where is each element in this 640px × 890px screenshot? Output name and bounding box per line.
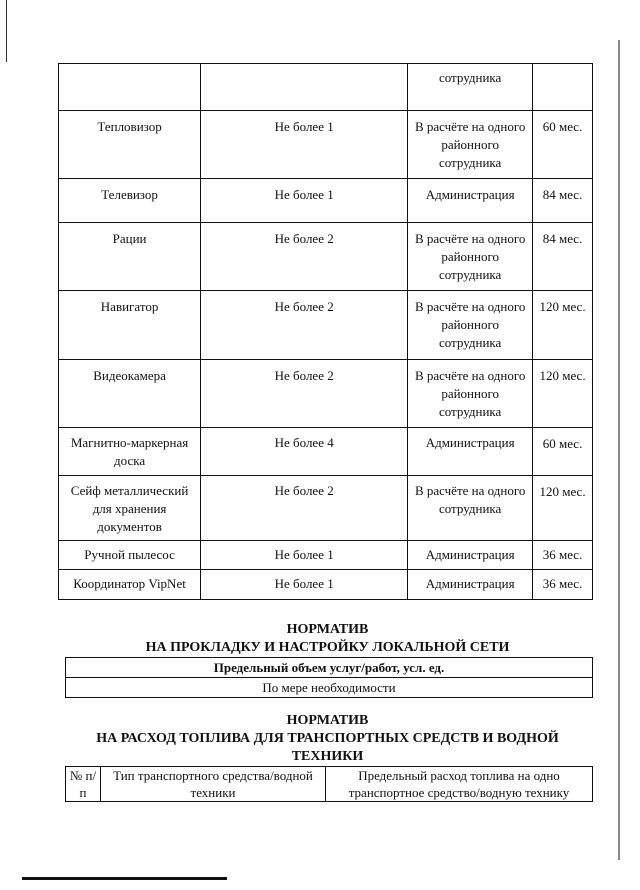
item-name-cell: Координатор VipNet [59, 570, 201, 600]
quantity-cell: Не более 2 [201, 223, 408, 291]
fuel-table [65, 766, 593, 802]
equipment-table-body [59, 64, 593, 600]
basis-cell: В расчёте на одного районного сотрудника [408, 360, 533, 428]
item-name-cell: Ручной пылесос [59, 541, 201, 570]
table-row [66, 678, 593, 698]
equipment-table [58, 63, 593, 600]
item-name-cell: Рации [59, 223, 201, 291]
basis-cell: В расчёте на одного районного сотрудника [408, 291, 533, 360]
table-row [59, 111, 593, 179]
table-row [59, 541, 593, 570]
term-cell: 60 мес. [533, 428, 593, 476]
term-cell: 60 мес. [533, 111, 593, 179]
network-heading-line1: НОРМАТИВ [286, 622, 369, 637]
network-value-cell: По мере необходимости [66, 678, 593, 698]
item-name-cell: Видеокамера [59, 360, 201, 428]
fuel-limit-column-header: Предельный расход топлива на одно транспортное средство/водную технику [326, 767, 593, 802]
table-row [59, 64, 593, 111]
item-name-cell: Навигатор [59, 291, 201, 360]
quantity-cell: Не более 2 [201, 360, 408, 428]
term-cell [533, 64, 593, 111]
quantity-cell: Не более 4 [201, 428, 408, 476]
vehicle-type-column-header: Тип транспортного средства/водной техники [101, 767, 326, 802]
scan-bottom-bar [22, 877, 227, 880]
number-column-header: № п/п [66, 767, 101, 802]
fuel-heading-line3: ТЕХНИКИ [291, 749, 364, 764]
scan-edge-right [618, 40, 620, 860]
term-cell: 120 мес. [533, 291, 593, 360]
term-cell: 120 мес. [533, 476, 593, 541]
item-name-cell: Сейф металлический для хранения документов [59, 476, 201, 541]
table-header-row [66, 767, 593, 802]
basis-cell: В расчёте на одного сотрудника [408, 476, 533, 541]
quantity-cell: Не более 2 [201, 476, 408, 541]
item-name-cell: Магнитно-маркерная доска [59, 428, 201, 476]
table-row [59, 428, 593, 476]
network-heading [60, 621, 595, 657]
fuel-heading-line2: НА РАСХОД ТОПЛИВА ДЛЯ ТРАНСПОРТНЫХ СРЕДСТВ И ВОДНОЙ [96, 731, 559, 746]
basis-cell: В расчёте на одного районного сотрудника [408, 223, 533, 291]
network-table [65, 657, 593, 698]
network-column-header: Предельный объем услуг/работ, усл. ед. [66, 658, 593, 678]
table-row [59, 360, 593, 428]
quantity-cell: Не более 1 [201, 179, 408, 223]
quantity-cell: Не более 2 [201, 291, 408, 360]
term-cell: 36 мес. [533, 570, 593, 600]
item-name-cell: Телевизор [59, 179, 201, 223]
basis-cell: Администрация [408, 179, 533, 223]
fuel-heading [60, 712, 595, 766]
basis-cell: Администрация [408, 570, 533, 600]
quantity-cell: Не более 1 [201, 570, 408, 600]
basis-cell: В расчёте на одного районного сотрудника [408, 111, 533, 179]
quantity-cell: Не более 1 [201, 111, 408, 179]
term-cell: 84 мес. [533, 179, 593, 223]
table-row [66, 658, 593, 678]
table-row [59, 291, 593, 360]
table-row [59, 476, 593, 541]
quantity-cell [201, 64, 408, 111]
quantity-cell: Не более 1 [201, 541, 408, 570]
table-row [59, 223, 593, 291]
item-name-cell: Тепловизор [59, 111, 201, 179]
basis-cell: Администрация [408, 428, 533, 476]
basis-cell: сотрудника [408, 64, 533, 111]
fuel-heading-line1: НОРМАТИВ [286, 713, 369, 728]
network-heading-line2: НА ПРОКЛАДКУ И НАСТРОЙКУ ЛОКАЛЬНОЙ СЕТИ [145, 640, 510, 655]
table-row [59, 179, 593, 223]
basis-cell: Администрация [408, 541, 533, 570]
term-cell: 84 мес. [533, 223, 593, 291]
table-row [59, 570, 593, 600]
term-cell: 120 мес. [533, 360, 593, 428]
scan-edge-left [6, 0, 7, 62]
item-name-cell [59, 64, 201, 111]
term-cell: 36 мес. [533, 541, 593, 570]
